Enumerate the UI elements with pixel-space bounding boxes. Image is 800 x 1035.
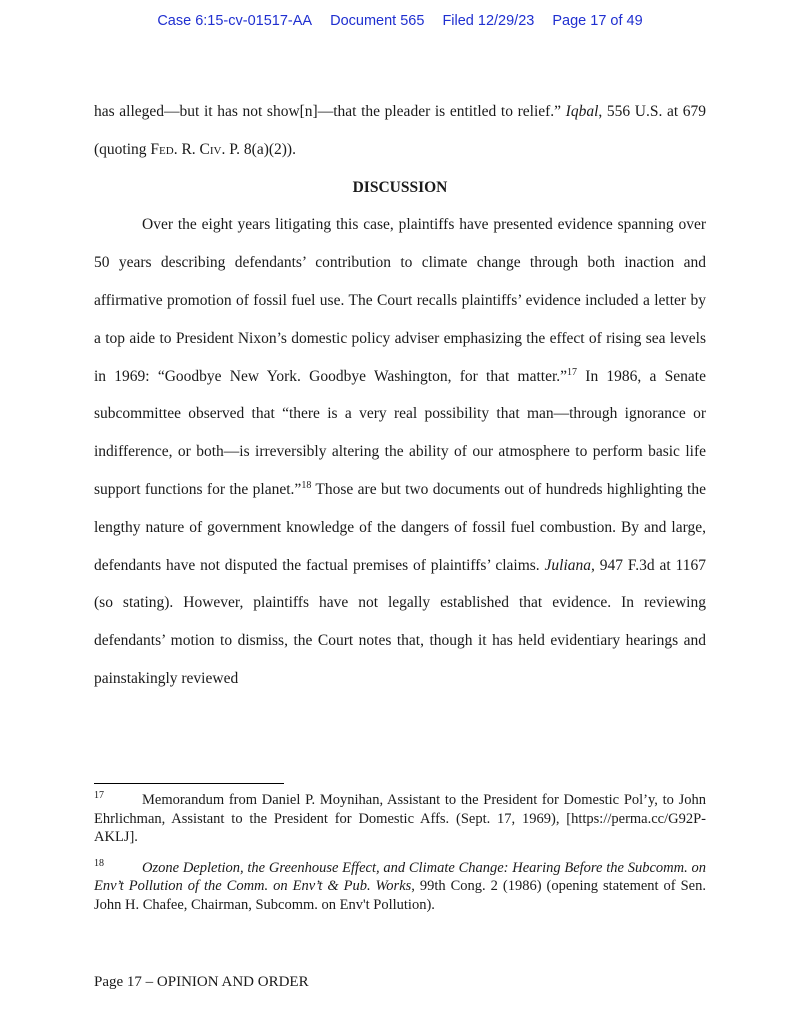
small-caps-text: Fed (150, 140, 174, 158)
opinion-body (94, 93, 706, 698)
footnote-17: 17 Memorandum from Daniel P. Moynihan, Assistant to the President for Domestic Pol’y, to John Ehrlichman, Assistant to the President for Domestic Affs. (Sept. 17, 1969), [https://perma.cc/G92P-AKLJ]. (94, 790, 706, 845)
text-run: . R. (173, 140, 200, 158)
section-heading: DISCUSSION (352, 178, 448, 196)
footnote-ref-17: 17 (567, 366, 578, 378)
text-run: 947 F.3d at 1167 (so stating). However, plaintiffs have not legally established that evidence. In reviewing defendants’ motion to dismiss, the Court notes that, though it has held evidentiary hearings and painstakingly reviewed (94, 556, 706, 687)
footnote-text: Memorandum from Daniel P. Moynihan, Assistant to the President for Domestic Pol’y, to John Ehrlichman, Assistant to the President for Domestic Affs. (Sept. 17, 1969), [https://perma.cc/G92P-AKLJ]. (94, 792, 706, 845)
filed-date: Filed 12/29/23 (442, 13, 535, 29)
footnote-hearing-title: Ozone Depletion, the Greenhouse Effect, and Climate Change: Hearing Before the Subcomm. on Env’t Pollution of the Comm. on Env’t & Pub. Works (94, 859, 706, 894)
footnote-ref-18: 18 (301, 479, 312, 491)
text-run: , 556 U.S. at 679 (quoting (94, 103, 706, 158)
paragraph-continued (94, 93, 706, 169)
footnote-text: , 99th Cong. 2 (1986) (opening statement of Sen. John H. Chafee, Chairman, Subcomm. on Env't Pollution). (94, 878, 706, 913)
text-run: has alleged—but it has not show[n]—that the pleader is entitled to relief.” (94, 103, 566, 120)
case-citation: Juliana, (544, 556, 595, 574)
page-footer: Page 17 – OPINION AND ORDER (94, 974, 309, 990)
footnote-divider (94, 783, 284, 784)
page-count: Page 17 of 49 (552, 13, 643, 29)
footnote-18: 18 Ozone Depletion, the Greenhouse Effect, and Climate Change: Hearing Before the Subcomm. on Env’t Pollution of the Comm. on Env’t & Pub. Works, 99th Cong. 2 (1986) (opening statement of Sen. John H. Chafee, Chairman, Subcomm. on Env't Pollution). (94, 857, 706, 913)
footnotes (94, 791, 706, 926)
text-run: Those are but two documents out of hundreds highlighting the lengthy nature of government knowledge of the dangers of fossil fuel combustion. By and large, defendants have not disputed the factual premises of plaintiffs’ claims. (94, 480, 706, 574)
paragraph-discussion (94, 206, 706, 697)
case-number: Case 6:15-cv-01517-AA (157, 13, 313, 29)
text-run: . P. 8(a)(2)). (221, 140, 296, 158)
small-caps-text: Civ (199, 140, 222, 158)
court-filing-header (0, 13, 800, 29)
case-citation: Iqbal (565, 103, 599, 120)
text-run: Over the eight years litigating this case, plaintiffs have presented evidence spanning over 50 years describing defendants’ contribution to climate change through both inaction and affirmative promotion of fossil fuel use. The Court recalls plaintiffs’ evidence included a letter by a top aide to President Nixon’s domestic policy adviser emphasizing the effect of rising sea levels in 1969: “Goodbye New York. Goodbye Washington, for that matter.” (94, 216, 706, 385)
text-run: In 1986, a Senate subcommittee observed that “there is a very real possibility that man—through ignorance or indifference, or both—is irreversibly altering the ability of our atmosphere to perform basic life support functions for the planet.” (94, 367, 706, 498)
document-number: Document 565 (330, 13, 425, 29)
